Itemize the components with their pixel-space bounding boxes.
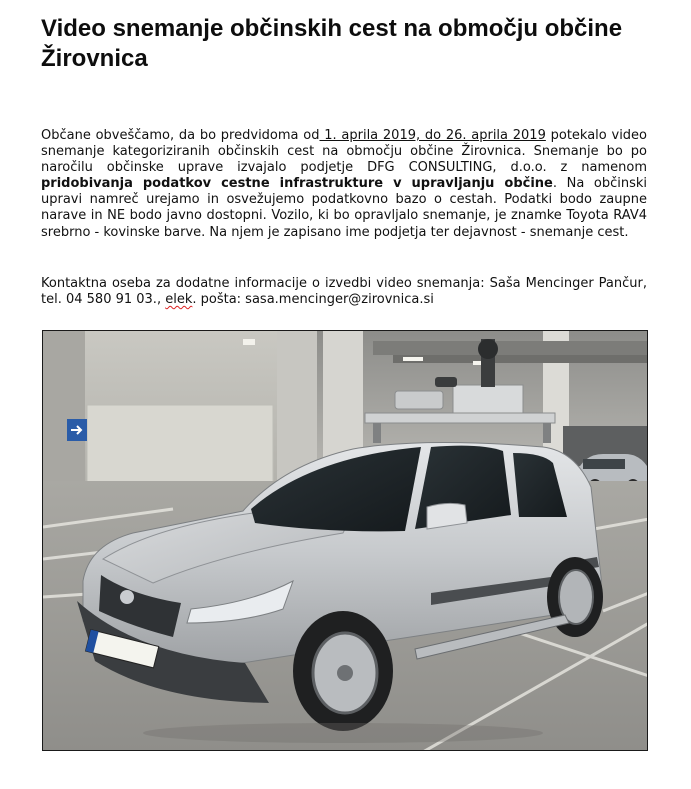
page-title: Video snemanje občinskih cest na območju občine Žirovnica	[41, 15, 623, 72]
contact-email-text: . pošta: sasa.mencinger@zirovnica.si	[192, 292, 434, 308]
body-text-2: . Na občinski upravi namreč urejamo in osvežujemo podatkovno bazo o cestah. Podatki bodo zaupne narave in NE bodo javno dostopni. Vozilo, ki bo opravljalo snemanje, je znamke Toyota RAV4 srebrno - kovinske barve. Na njem je zapisano ime podjetja ter dejavnost - snemanje cest.	[41, 176, 647, 240]
announcement-paragraph	[41, 128, 647, 241]
contact-text-1: Kontaktna oseba za dodatne informacije o izvedbi video snemanja: Saša Mencinger Pančur, tel. 04 580 91 03.,	[41, 276, 647, 308]
contact-paragraph	[41, 276, 647, 308]
car-photo	[42, 330, 648, 751]
purpose-text: pridobivanja podatkov cestne infrastrukture v upravljanju občine	[41, 176, 553, 192]
spellcheck-word: elek	[165, 292, 193, 308]
intro-text: Občane obveščamo, da bo predvidoma od	[41, 128, 320, 143]
date-range: 1. aprila 2019, do 26. aprila 2019	[319, 128, 546, 143]
body-text-1: potekalo video snemanje kategoriziranih občinskih cest na območju občine Žirovnica. Snemanje bo po naročilu občinske uprave izvajalo podjetje DFG CONSULTING, d.o.o. z namenom	[41, 128, 648, 176]
